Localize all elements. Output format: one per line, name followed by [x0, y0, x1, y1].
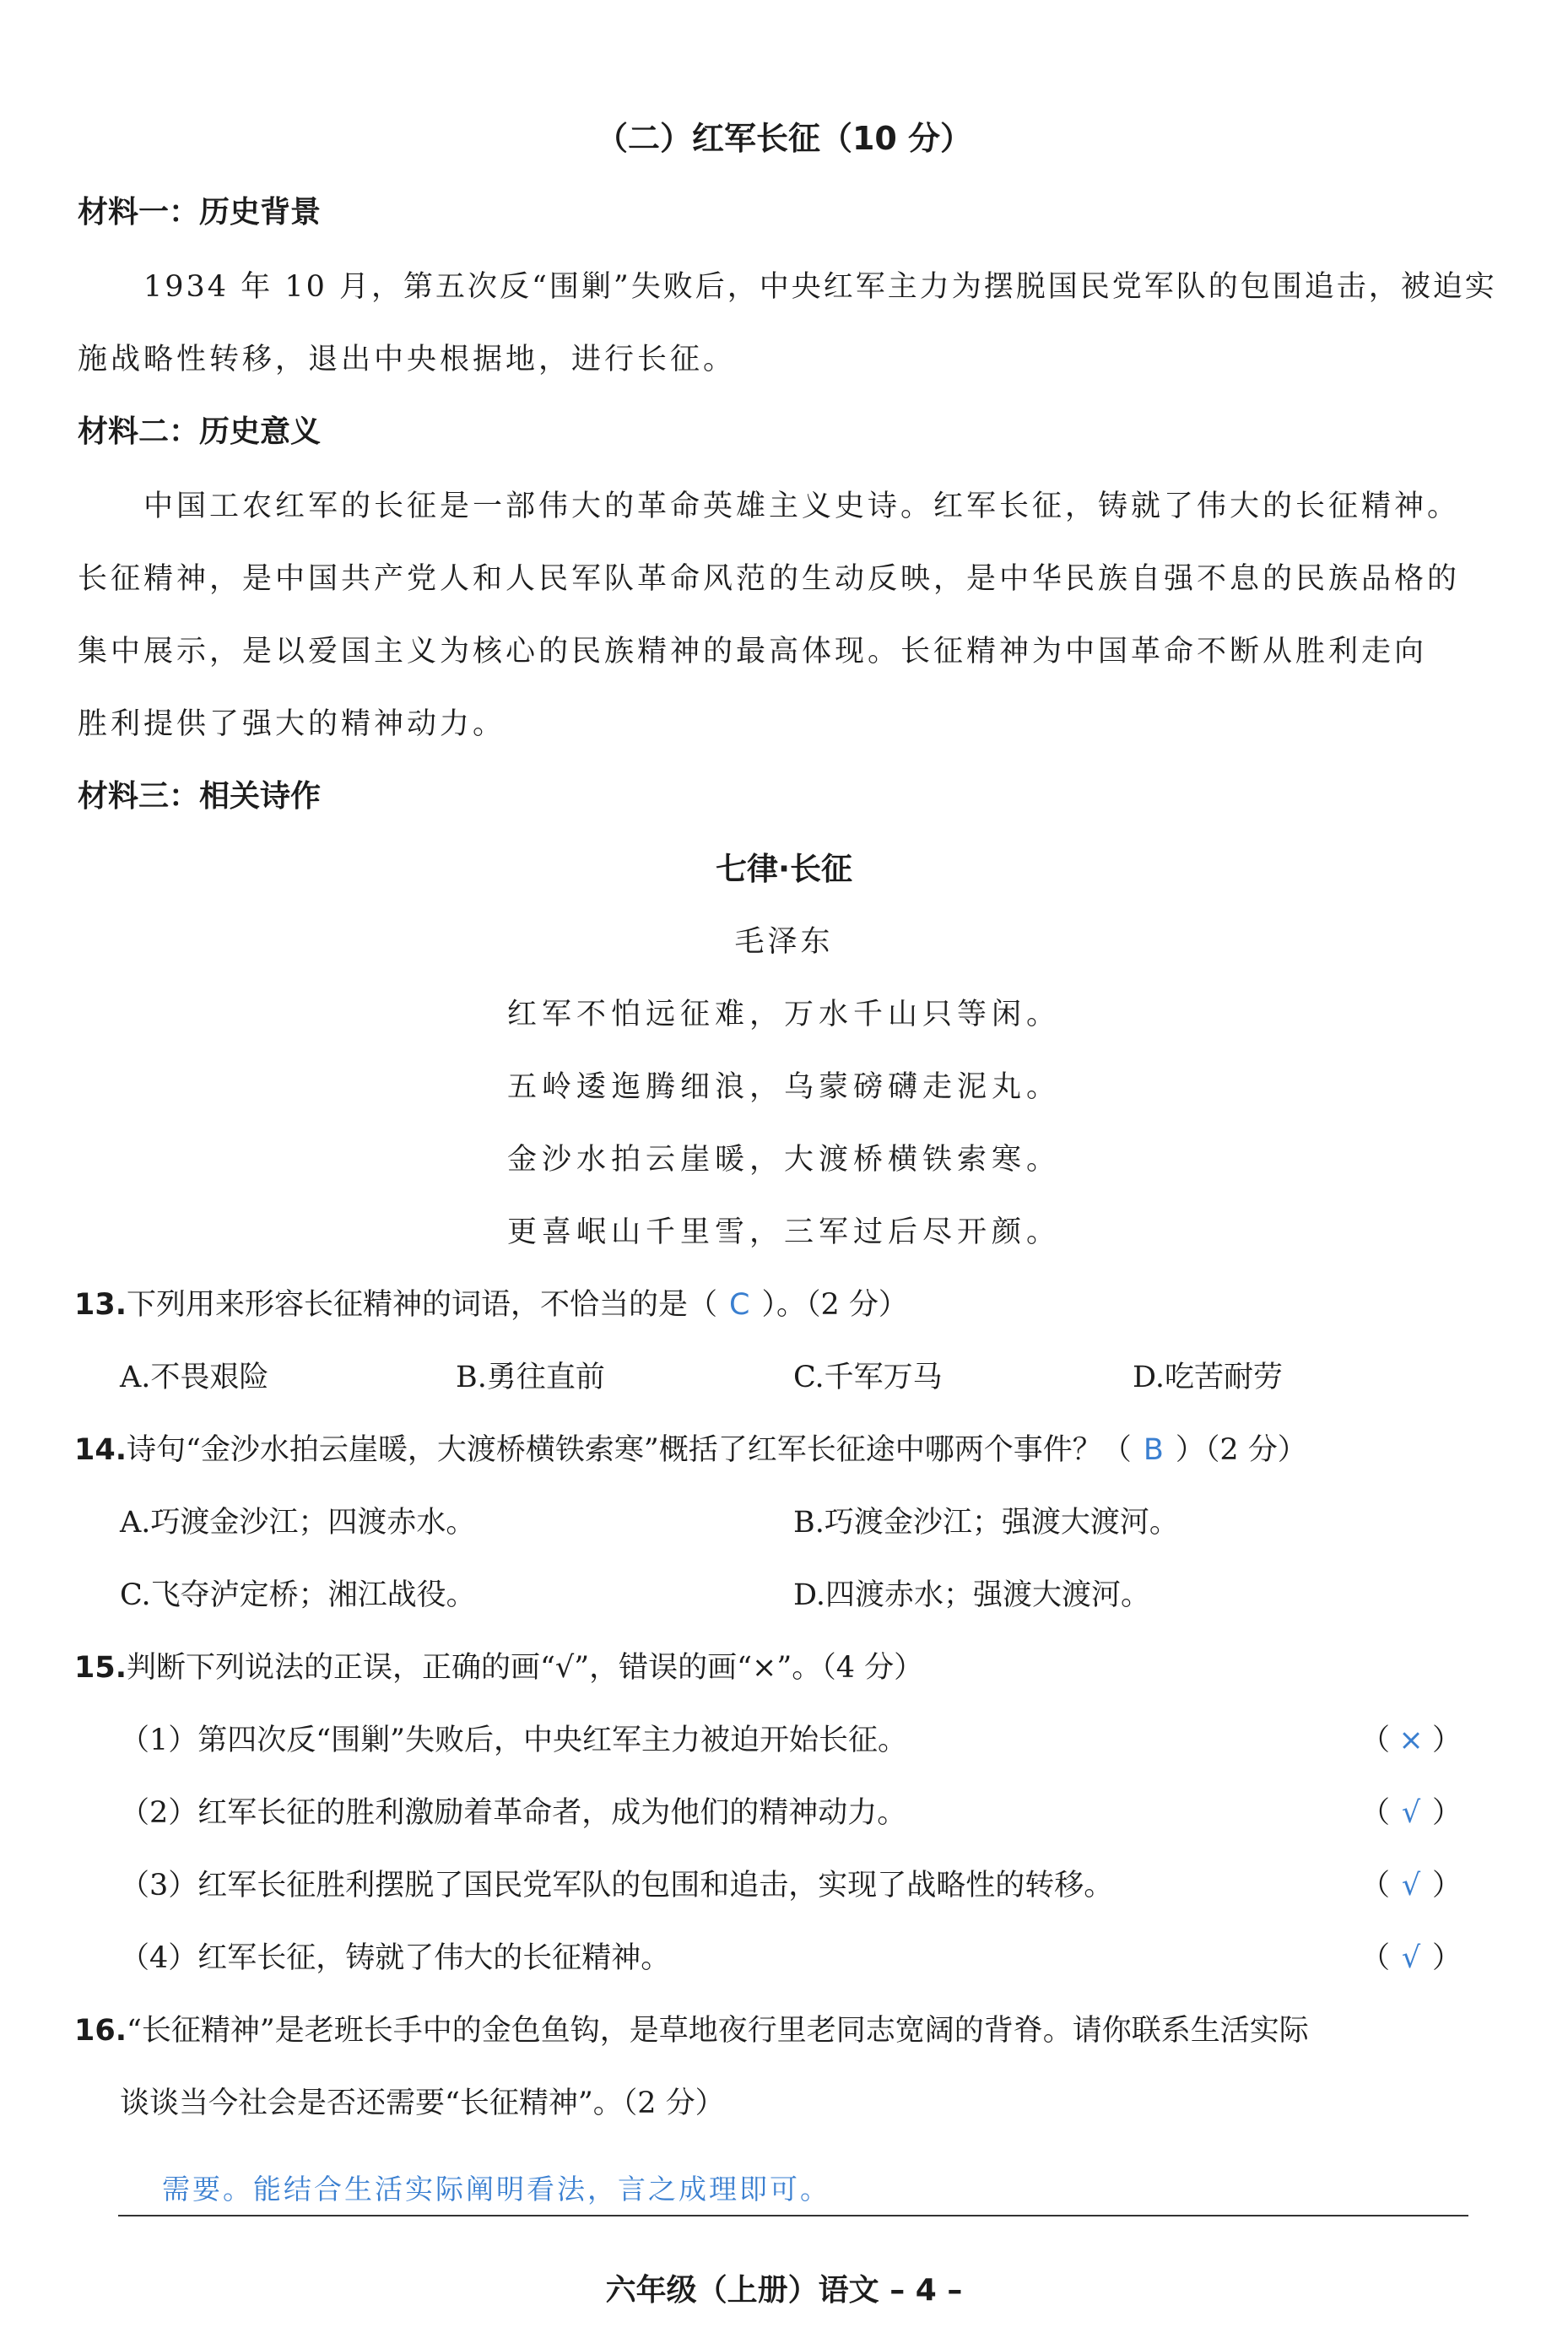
q15-stem-text: 判断下列说法的正误，正确的画“√”，错误的画“×”。（4 分）	[127, 1651, 924, 1685]
paren-open: （	[1360, 1724, 1391, 1757]
q15-item-4: （4）红军长征，铸就了伟大的长征精神。	[120, 1941, 671, 1975]
q14-stem-after: ）（2 分）	[1175, 1433, 1307, 1467]
q15-item-2-mark: √	[1401, 1796, 1421, 1830]
q14-option-c: C.飞夺泸定桥；湘江战役。	[120, 1578, 476, 1612]
material1-line-1: 1934 年 10 月，第五次反“围剿”失败后，中央红军主力为摆脱国民党军队的包围追击，被迫实	[143, 270, 1497, 304]
q14-option-a: A.巧渡金沙江；四渡赤水。	[120, 1506, 476, 1540]
paren-close: ）	[1432, 1941, 1463, 1975]
q13-option-d: D.吃苦耐劳	[1133, 1361, 1283, 1394]
poem-author: 毛泽东	[734, 925, 834, 959]
paren-close: ）	[1432, 1796, 1463, 1830]
q14-option-b: B.巧渡金沙江；强渡大渡河。	[793, 1506, 1179, 1540]
section-title: （二）红军长征（10 分）	[595, 120, 973, 157]
material2-line-1: 中国工农红军的长征是一部伟大的革命英雄主义史诗。红军长征，铸就了伟大的长征精神。	[143, 490, 1461, 523]
poem-title: 七律·长征	[715, 851, 853, 887]
material2-line-3: 集中展示，是以爱国主义为核心的民族精神的最高体现。长征精神为中国革命不断从胜利走向	[78, 635, 1428, 668]
q16-answer: 需要。能结合生活实际阐明看法，言之成理即可。	[162, 2173, 830, 2206]
material3-heading: 材料三：相关诗作	[78, 779, 322, 814]
q13-option-b: B.勇往直前	[456, 1361, 605, 1394]
q15-item-3-mark: √	[1401, 1869, 1421, 1902]
poem-verse-4: 更喜岷山千里雪，三军过后尽开颜。	[506, 1215, 1061, 1249]
q16-line-1	[74, 2012, 1309, 2049]
paren-close: ）	[1432, 1869, 1463, 1902]
q15-number: 15.	[74, 1651, 127, 1685]
q13-answer: C	[729, 1288, 750, 1322]
q15-item-3: （3）红军长征胜利摆脱了国民党军队的包围和追击，实现了战略性的转移。	[120, 1869, 1114, 1902]
q13-stem-before: 下列用来形容长征精神的词语，不恰当的是（	[127, 1288, 718, 1322]
q15-item-4-answer-box	[1360, 1940, 1462, 1977]
q14-answer: B	[1143, 1433, 1164, 1467]
q16-number: 16.	[74, 2014, 127, 2048]
material2-heading: 材料二：历史意义	[78, 414, 322, 449]
material2-line-4: 胜利提供了强大的精神动力。	[78, 707, 506, 741]
q16-answer-line	[118, 2215, 1468, 2216]
material1-line-2: 施战略性转移，退出中央根据地，进行长征。	[78, 343, 737, 376]
paren-open: （	[1360, 1869, 1391, 1902]
q14-option-d: D.四渡赤水；强渡大渡河。	[793, 1578, 1150, 1612]
q13-option-c: C.千军万马	[793, 1361, 943, 1394]
q15-item-1-answer-box	[1360, 1722, 1462, 1759]
q15-item-4-mark: √	[1401, 1941, 1421, 1975]
paren-open: （	[1360, 1941, 1391, 1975]
q15-item-3-answer-box	[1360, 1867, 1462, 1904]
q14-stem-before: 诗句“金沙水拍云崖暖，大渡桥横铁索寒”概括了红军长征途中哪两个事件？（	[127, 1433, 1132, 1467]
paren-close: ）	[1432, 1724, 1463, 1757]
q15-item-2: （2）红军长征的胜利激励着革命者，成为他们的精神动力。	[120, 1796, 907, 1830]
material1-heading: 材料一：历史背景	[78, 195, 322, 230]
q14-number: 14.	[74, 1433, 127, 1467]
poem-verse-2: 五岭逶迤腾细浪，乌蒙磅礴走泥丸。	[506, 1070, 1061, 1104]
poem-verse-1: 红军不怕远征难，万水千山只等闲。	[506, 998, 1061, 1031]
q13-stem	[74, 1286, 908, 1323]
poem-verse-3: 金沙水拍云崖暖，大渡桥横铁索寒。	[506, 1143, 1061, 1177]
page-footer: 六年级（上册）语文 – 4 –	[605, 2273, 963, 2308]
q15-stem	[74, 1649, 923, 1686]
material2-line-2: 长征精神，是中国共产党人和人民军队革命风范的生动反映，是中华民族自强不息的民族品格的	[78, 562, 1461, 596]
q16-line-2: 谈谈当今社会是否还需要“长征精神”。（2 分）	[120, 2086, 725, 2120]
q15-item-1: （1）第四次反“围剿”失败后，中央红军主力被迫开始长征。	[120, 1724, 908, 1757]
q15-item-2-answer-box	[1360, 1794, 1462, 1832]
q15-item-1-mark: ×	[1398, 1724, 1424, 1757]
q13-stem-after: ）。（2 分）	[761, 1288, 908, 1322]
q13-number: 13.	[74, 1288, 127, 1322]
q13-option-a: A.不畏艰险	[120, 1361, 269, 1394]
paren-open: （	[1360, 1796, 1391, 1830]
q14-stem	[74, 1432, 1307, 1469]
q16-text-1: “长征精神”是老班长手中的金色鱼钩，是草地夜行里老同志宽阔的背脊。请你联系生活实际	[127, 2014, 1309, 2048]
